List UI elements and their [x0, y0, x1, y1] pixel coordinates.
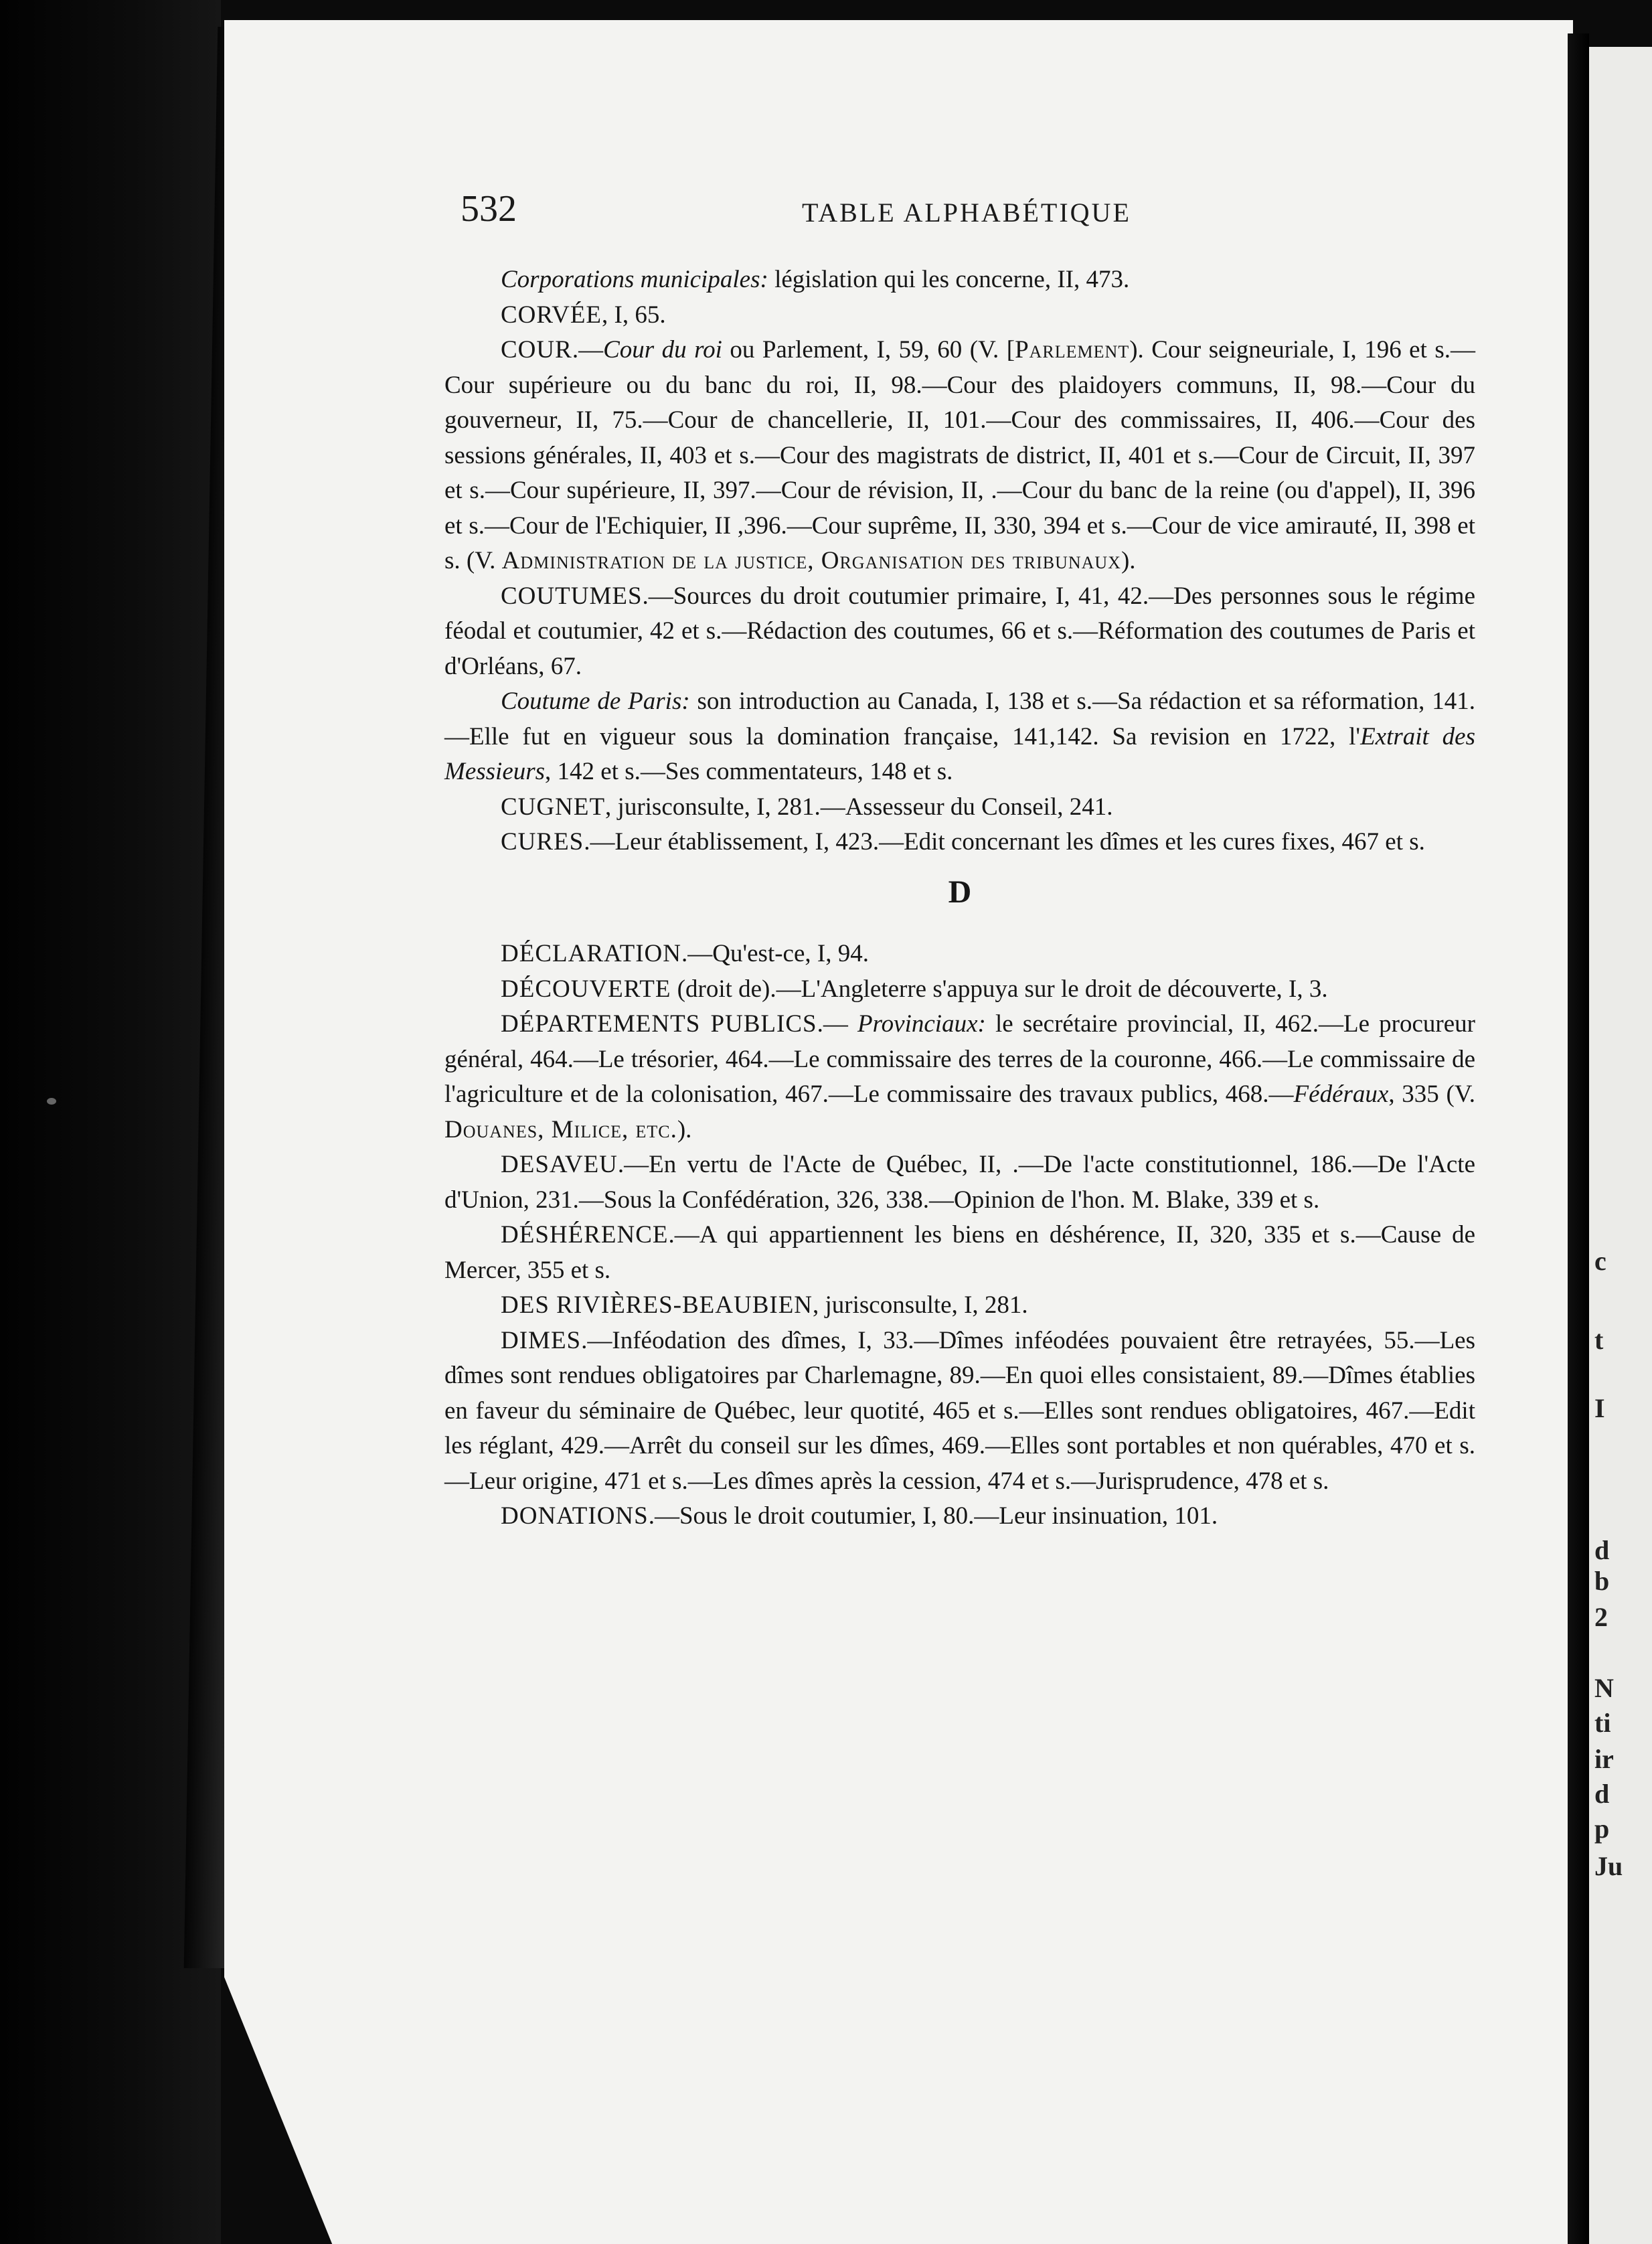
facing-page-fragment: b: [1594, 1566, 1610, 1596]
index-entry: CORVÉE, I, 65.: [501, 301, 666, 329]
facing-page-fragment: p: [1594, 1814, 1610, 1844]
index-entry: Corporations municipales: législation qui les concerne, II, 473.: [501, 266, 1130, 293]
facing-page-fragment: ir: [1594, 1744, 1614, 1774]
index-entry: DES RIVIÈRES-BEAUBIEN, jurisconsulte, I, 281.: [501, 1291, 1028, 1319]
page-number: 532: [461, 188, 517, 230]
index-entry: CURES.—Leur établissement, I, 423.—Edit concernant les dîmes et les cures fixes, 467 et s.: [501, 828, 1425, 856]
index-entry: COUTUMES.—Sources du droit coutumier primaire, I, 41, 42.—Des personnes sous le régime féodal et coutumier, 42 et s.—Rédaction des coutumes, 66 et s.—Réformation des coutumes de Paris et d'Orléans, 67.: [444, 582, 1475, 680]
facing-page-fragment: Ju: [1594, 1851, 1623, 1881]
section-letter: D: [948, 874, 972, 910]
facing-page-fragment: c: [1594, 1246, 1606, 1276]
index-entry: DONATIONS.—Sous le droit coutumier, I, 80.—Leur insinuation, 101.: [501, 1502, 1218, 1530]
facing-page-fragment: N: [1594, 1673, 1614, 1703]
dust-speck: [47, 1098, 56, 1105]
facing-page-fragment: d: [1594, 1779, 1610, 1809]
index-entries-d: [444, 937, 1475, 1534]
page-title: TABLE ALPHABÉTIQUE: [802, 197, 1131, 228]
index-entries-c: [444, 262, 1475, 860]
index-entry: DÉCOUVERTE (droit de).—L'Angleterre s'appuya sur le droit de découverte, I, 3.: [501, 975, 1328, 1003]
index-entry: Coutume de Paris: son introduction au Canada, I, 138 et s.—Sa rédaction et sa réformation, 141.—Elle fut en vigueur sous la domination française, 141,142. Sa revision en 1722, l'Extrait des Messieurs, 142 et s.—Ses commentateurs, 148 et s.: [444, 688, 1475, 785]
facing-page-fragment: I: [1594, 1393, 1605, 1423]
index-entry: DÉSHÉRENCE.—A qui appartiennent les biens en déshérence, II, 320, 335 et s.—Cause de Mercer, 355 et s.: [444, 1221, 1475, 1284]
index-entry: DIMES.—Inféodation des dîmes, I, 33.—Dîmes inféodées pouvaient être retrayées, 55.—Les dîmes sont rendues obligatoires par Charlemagne, 89.—En quoi elles consistaient, 89.—Dîmes établies en faveur du séminaire de Québec, leur quotité, 465 et s.—Elles sont rendues obligatoires, 467.—Edit les réglant, 429.—Arrêt du conseil sur les dîmes, 469.—Elles sont portables et non quérables, 470 et s.—Leur origine, 471 et s.—Les dîmes après la cession, 474 et s.—Jurisprudence, 478 et s.: [444, 1326, 1475, 1495]
facing-page-fragment: 2: [1594, 1602, 1608, 1632]
facing-page-fragment: d: [1594, 1535, 1610, 1565]
facing-page-fragment: ti: [1594, 1708, 1611, 1738]
index-entry: DÉPARTEMENTS PUBLICS.— Provinciaux: le secrétaire provincial, II, 462.—Le procureur général, 464.—Le trésorier, 464.—Le commissaire des terres de la couronne, 466.—Le commissaire de l'agriculture et de la colonisation, 467.—Le commissaire des travaux publics, 468.—Fédéraux, 335 (V. Douanes, Milice, etc.).: [444, 1010, 1475, 1143]
index-entry: COUR.—Cour du roi ou Parlement, I, 59, 60 (V. [Parlement). Cour seigneuriale, I, 196 et s.—Cour supérieure ou du banc du roi, II, 98.—Cour des plaidoyers communs, II, 98.—Cour du gouverneur, II, 75.—Cour de chancellerie, II, 101.—Cour des commissaires, II, 406.—Cour des sessions générales, II, 403 et s.—Cour des magistrats de district, II, 401 et s.—Cour de Circuit, II, 397 et s.—Cour supérieure, II, 397.—Cour de révision, II, .—Cour du banc de la reine (ou d'appel), II, 396 et s.—Cour de l'Echiquier, II ,396.—Cour suprême, II, 330, 394 et s.—Cour de vice amirauté, II, 398 et s. (V. Administration de la justice, Organisation des tribunaux).: [444, 336, 1475, 574]
facing-page-edge: [1589, 47, 1652, 2244]
index-body: [444, 262, 1475, 1534]
index-entry: DÉCLARATION.—Qu'est-ce, I, 94.: [501, 940, 869, 967]
book-gutter: [1568, 33, 1589, 2244]
facing-page-fragment: t: [1594, 1325, 1604, 1355]
index-entry: DESAVEU.—En vertu de l'Acte de Québec, II, .—De l'acte constitutionnel, 186.—De l'Acte d'Union, 231.—Sous la Confédération, 326, 338.—Opinion de l'hon. M. Blake, 339 et s.: [444, 1151, 1475, 1214]
index-entry: CUGNET, jurisconsulte, I, 281.—Assesseur du Conseil, 241.: [501, 793, 1113, 821]
running-head: [461, 187, 1150, 228]
